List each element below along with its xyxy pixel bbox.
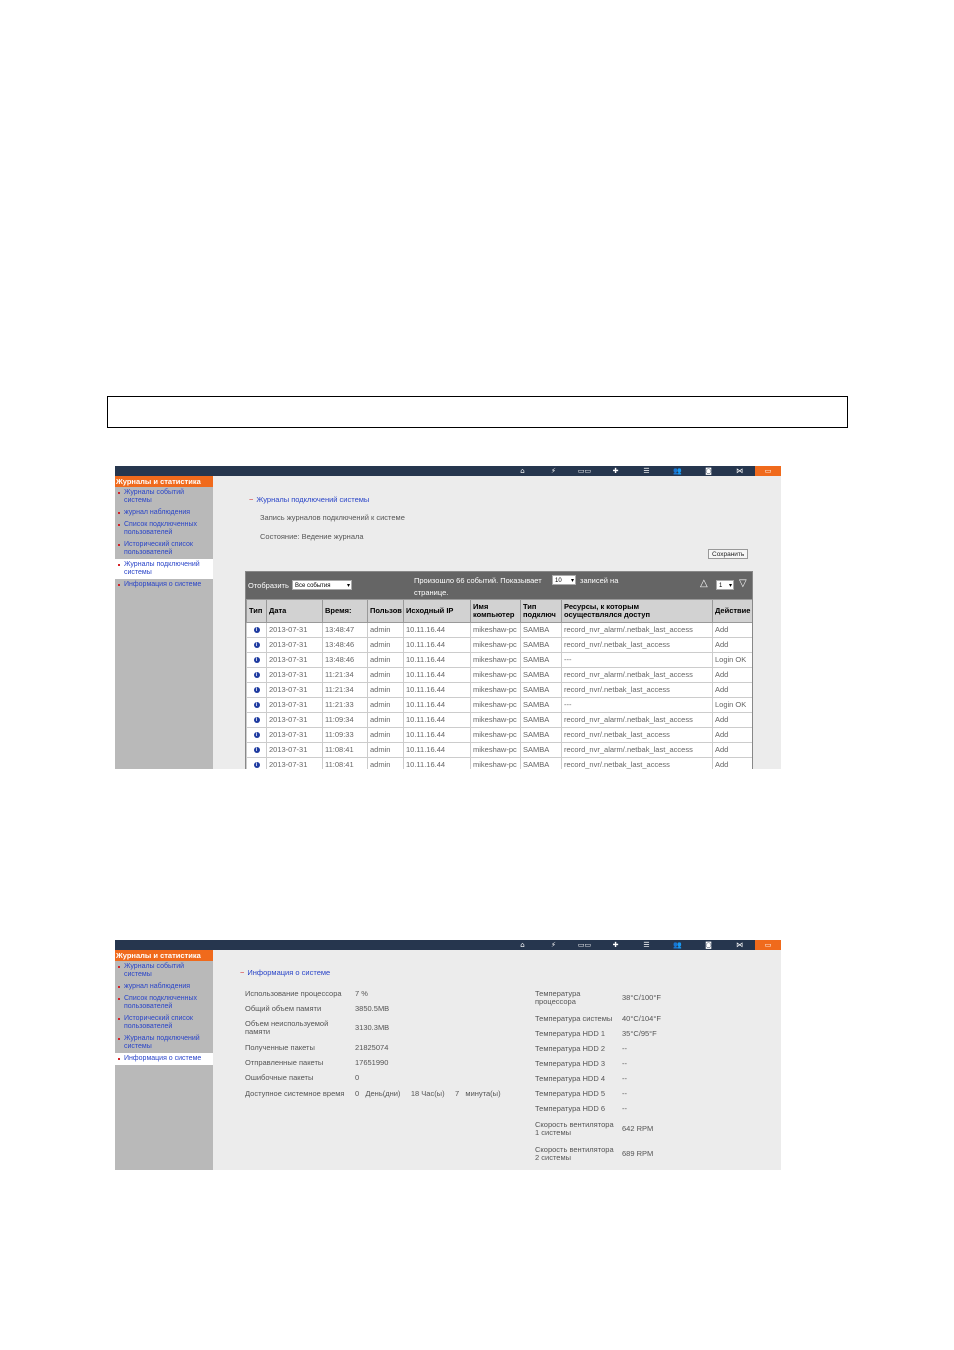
table-cell: 10.11.16.44 xyxy=(404,623,471,638)
info-value: 17651990 xyxy=(355,1058,389,1067)
table-cell: Add xyxy=(713,668,753,683)
table-cell: 2013-07-31 xyxy=(267,623,323,638)
table-cell: record_nvr/.netbak_last_access xyxy=(562,758,713,770)
record-text: Запись журналов подключений к системе xyxy=(260,513,405,522)
type-cell xyxy=(247,623,267,638)
column-header[interactable]: Тип подключ xyxy=(521,600,562,623)
sidebar-title: Журналы и статистика xyxy=(115,950,213,961)
info-value: 642 RPM xyxy=(622,1124,654,1133)
table-cell: 13:48:46 xyxy=(323,638,368,653)
table-row xyxy=(247,638,753,653)
per-page-select[interactable]: 10 ▾ xyxy=(552,575,576,585)
info-icon: i xyxy=(254,732,260,738)
table-cell: SAMBA xyxy=(521,623,562,638)
mail-icon[interactable]: ⋈ xyxy=(736,467,743,475)
table-cell: 2013-07-31 xyxy=(267,638,323,653)
info-icon: i xyxy=(254,762,260,768)
type-cell xyxy=(247,743,267,758)
storage-icon[interactable]: ▭▭ xyxy=(577,467,592,475)
table-cell: 11:09:34 xyxy=(323,713,368,728)
sidebar-item-online-users[interactable]: Список подключенных пользователей xyxy=(115,519,213,539)
table-cell: SAMBA xyxy=(521,743,562,758)
table-cell: admin xyxy=(368,623,404,638)
notes-icon[interactable]: ▭ xyxy=(755,466,781,476)
table-cell: 11:21:33 xyxy=(323,698,368,713)
info-label: Отправленные пакеты xyxy=(245,1058,324,1067)
info-icon: i xyxy=(254,672,260,678)
top-navbar xyxy=(115,940,781,950)
type-cell xyxy=(247,638,267,653)
page-up-icon[interactable]: △ xyxy=(700,578,708,589)
network-icon[interactable]: ⚡ xyxy=(551,941,556,949)
sidebar-item-surveillance-log[interactable]: журнал наблюдения xyxy=(115,981,213,993)
info-value: -- xyxy=(622,1074,627,1083)
table-cell: record_nvr/.netbak_last_access xyxy=(562,683,713,698)
table-cell: 10.11.16.44 xyxy=(404,698,471,713)
table-cell: Add xyxy=(713,623,753,638)
table-toolbar xyxy=(246,572,752,599)
column-header[interactable]: Действие xyxy=(713,600,753,623)
table-cell: 10.11.16.44 xyxy=(404,668,471,683)
table-cell: mikeshaw-pc xyxy=(471,623,521,638)
home-icon[interactable]: ⌂ xyxy=(520,941,525,949)
mail-icon[interactable]: ⋈ xyxy=(736,941,743,949)
sidebar-item-online-users[interactable]: Список подключенных пользователей xyxy=(115,993,213,1013)
sidebar-item-system-info[interactable]: Информация о системе xyxy=(115,1053,213,1065)
table-cell: admin xyxy=(368,683,404,698)
home-icon[interactable]: ⌂ xyxy=(520,467,525,475)
info-value: -- xyxy=(622,1104,627,1113)
table-cell: record_nvr_alarm/.netbak_last_access xyxy=(562,713,713,728)
table-cell: mikeshaw-pc xyxy=(471,728,521,743)
column-header[interactable]: Тип xyxy=(247,600,267,623)
info-label: Общий объем памяти xyxy=(245,1004,322,1013)
per-page-suffix: записей на xyxy=(580,576,619,585)
users-icon[interactable]: 👥 xyxy=(673,467,682,475)
table-cell: 10.11.16.44 xyxy=(404,743,471,758)
table-row xyxy=(247,743,753,758)
table-cell: 11:21:34 xyxy=(323,668,368,683)
section-title: − Журналы подключений системы xyxy=(249,495,370,504)
sidebar-item-event-logs[interactable]: Журналы событий системы xyxy=(115,961,213,981)
info-label: Температура HDD 1 xyxy=(535,1029,606,1038)
main-content xyxy=(213,476,781,769)
table-cell: 10.11.16.44 xyxy=(404,758,471,770)
table-cell: SAMBA xyxy=(521,668,562,683)
settings-icon[interactable]: ✚ xyxy=(612,941,619,949)
empty-caption-box xyxy=(107,396,848,428)
table-cell: admin xyxy=(368,713,404,728)
info-label: Температура HDD 4 xyxy=(535,1074,606,1083)
table-cell: admin xyxy=(368,653,404,668)
table-cell: 2013-07-31 xyxy=(267,743,323,758)
camera-icon[interactable]: ◙ xyxy=(705,941,712,949)
show-label: Отобразить xyxy=(248,581,289,590)
type-cell xyxy=(247,683,267,698)
table-row xyxy=(247,698,753,713)
table-cell: 2013-07-31 xyxy=(267,758,323,770)
info-value: -- xyxy=(622,1059,627,1068)
table-cell: admin xyxy=(368,638,404,653)
info-label: Скорость вентилятора 2 системы xyxy=(535,1145,614,1162)
table-cell: record_nvr_alarm/.netbak_last_access xyxy=(562,623,713,638)
table-cell: SAMBA xyxy=(521,713,562,728)
info-icon: i xyxy=(254,702,260,708)
table-cell: Add xyxy=(713,638,753,653)
table-row xyxy=(247,713,753,728)
table-cell: 13:48:46 xyxy=(323,653,368,668)
column-header[interactable]: Имя компьютер xyxy=(471,600,521,623)
table-cell: SAMBA xyxy=(521,683,562,698)
table-cell: mikeshaw-pc xyxy=(471,758,521,770)
info-icon: i xyxy=(254,687,260,693)
info-label: Ошибочные пакеты xyxy=(245,1073,314,1082)
logs-table xyxy=(246,599,753,769)
table-cell: Add xyxy=(713,713,753,728)
table-cell: mikeshaw-pc xyxy=(471,668,521,683)
table-row xyxy=(247,668,753,683)
info-icon: i xyxy=(254,717,260,723)
section-title: − Информация о системе xyxy=(240,968,331,977)
table-cell: 10.11.16.44 xyxy=(404,728,471,743)
info-value: 40°C/104°F xyxy=(622,1014,661,1023)
event-filter-select[interactable]: Все события ▾ xyxy=(292,580,352,590)
column-header[interactable]: Ресурсы, к которым осуществлялся доступ xyxy=(562,600,713,623)
table-cell: mikeshaw-pc xyxy=(471,653,521,668)
table-cell: 2013-07-31 xyxy=(267,668,323,683)
column-header[interactable]: Дата xyxy=(267,600,323,623)
sidebar-item-user-history[interactable]: Исторический список пользователей xyxy=(115,539,213,559)
table-cell: record_nvr/.netbak_last_access xyxy=(562,728,713,743)
info-label: Температура HDD 3 xyxy=(535,1059,606,1068)
info-value: 35°C/95°F xyxy=(622,1029,657,1038)
table-row xyxy=(247,758,753,770)
type-cell xyxy=(247,713,267,728)
info-label: Температура HDD 2 xyxy=(535,1044,606,1053)
sidebar-item-event-logs[interactable]: Журналы событий системы xyxy=(115,487,213,507)
column-header[interactable]: Время: xyxy=(323,600,368,623)
info-label: Температура процессора xyxy=(535,989,581,1006)
network-icon[interactable]: ⚡ xyxy=(551,467,556,475)
table-cell: mikeshaw-pc xyxy=(471,638,521,653)
info-value: -- xyxy=(622,1044,627,1053)
info-icon: i xyxy=(254,627,260,633)
table-cell: --- xyxy=(562,698,713,713)
panel-icon[interactable]: ☰ xyxy=(643,467,650,475)
logs-screenshot xyxy=(115,466,781,769)
type-cell xyxy=(247,728,267,743)
table-cell: record_nvr_alarm/.netbak_last_access xyxy=(562,668,713,683)
info-value: 689 RPM xyxy=(622,1149,654,1158)
sidebar-item-system-info[interactable]: Информация о системе xyxy=(115,579,213,591)
type-cell xyxy=(247,698,267,713)
table-cell: admin xyxy=(368,743,404,758)
info-label: Доступное системное время xyxy=(245,1089,345,1098)
info-label: Скорость вентилятора 1 системы xyxy=(535,1120,614,1137)
table-cell: Add xyxy=(713,758,753,770)
table-cell: mikeshaw-pc xyxy=(471,713,521,728)
info-label: Объем неиспользуемой памяти xyxy=(245,1019,329,1036)
table-cell: 13:48:47 xyxy=(323,623,368,638)
save-button[interactable]: Сохранить xyxy=(708,549,748,559)
table-header-row xyxy=(247,600,753,623)
sidebar-item-surveillance-log[interactable]: журнал наблюдения xyxy=(115,507,213,519)
events-summary: Произошло 66 событий. Показывает xyxy=(414,576,542,585)
info-value: 38°C/100°F xyxy=(622,993,661,1002)
info-icon: i xyxy=(254,657,260,663)
main-content xyxy=(213,950,781,1170)
table-cell: SAMBA xyxy=(521,758,562,770)
table-cell: Add xyxy=(713,728,753,743)
camera-icon[interactable]: ◙ xyxy=(705,467,712,475)
table-cell: --- xyxy=(562,653,713,668)
info-value: 3850.5MB xyxy=(355,1004,390,1013)
storage-icon[interactable]: ▭▭ xyxy=(577,941,592,949)
table-cell: admin xyxy=(368,668,404,683)
table-row xyxy=(247,653,753,668)
top-navbar xyxy=(115,466,781,476)
table-cell: 11:09:33 xyxy=(323,728,368,743)
table-cell: admin xyxy=(368,698,404,713)
info-icon: i xyxy=(254,747,260,753)
table-cell: admin xyxy=(368,758,404,770)
page-select[interactable]: 1 ▾ xyxy=(716,580,734,590)
sidebar-item-connection-logs[interactable]: Журналы подключений системы xyxy=(115,1033,213,1053)
table-row xyxy=(247,728,753,743)
table-cell: 2013-07-31 xyxy=(267,683,323,698)
info-label: Полученные пакеты xyxy=(245,1043,315,1052)
table-cell: SAMBA xyxy=(521,638,562,653)
table-cell: 2013-07-31 xyxy=(267,698,323,713)
page-down-icon[interactable]: ▽ xyxy=(739,578,747,589)
info-value: -- xyxy=(622,1089,627,1098)
status-text: Состояние: Ведение журнала xyxy=(260,532,364,541)
per-page-suffix-2: странице. xyxy=(414,588,449,597)
table-cell: 10.11.16.44 xyxy=(404,638,471,653)
sidebar-item-connection-logs[interactable]: Журналы подключений системы xyxy=(115,559,213,579)
panel-icon[interactable]: ☰ xyxy=(643,941,650,949)
table-cell: SAMBA xyxy=(521,728,562,743)
info-label: Использование процессора xyxy=(245,989,342,998)
notes-icon[interactable]: ▭ xyxy=(755,940,781,950)
table-row xyxy=(247,623,753,638)
info-value: 21825074 xyxy=(355,1043,389,1052)
table-cell: mikeshaw-pc xyxy=(471,743,521,758)
table-cell: mikeshaw-pc xyxy=(471,683,521,698)
type-cell xyxy=(247,758,267,770)
info-value: 3130.3MB xyxy=(355,1023,390,1032)
table-row xyxy=(247,683,753,698)
table-cell: 11:08:41 xyxy=(323,758,368,770)
logs-table-panel xyxy=(245,571,753,769)
table-cell: 2013-07-31 xyxy=(267,728,323,743)
sidebar-title: Журналы и статистика xyxy=(115,476,213,487)
info-value: 0 xyxy=(355,1073,360,1082)
system-info-screenshot xyxy=(115,940,781,1170)
table-cell: Login OK xyxy=(713,653,753,668)
sidebar xyxy=(115,476,213,769)
settings-icon[interactable]: ✚ xyxy=(612,467,619,475)
sidebar-item-user-history[interactable]: Исторический список пользователей xyxy=(115,1013,213,1033)
table-cell: 11:21:34 xyxy=(323,683,368,698)
table-cell: admin xyxy=(368,728,404,743)
table-cell: record_nvr/.netbak_last_access xyxy=(562,638,713,653)
table-cell: 2013-07-31 xyxy=(267,713,323,728)
info-icon: i xyxy=(254,642,260,648)
table-cell: 2013-07-31 xyxy=(267,653,323,668)
table-cell: record_nvr_alarm/.netbak_last_access xyxy=(562,743,713,758)
info-label: Температура HDD 5 xyxy=(535,1089,606,1098)
table-cell: Add xyxy=(713,683,753,698)
table-cell: 10.11.16.44 xyxy=(404,713,471,728)
column-header[interactable]: Пользов xyxy=(368,600,404,623)
info-label: Температура системы xyxy=(535,1014,613,1023)
type-cell xyxy=(247,668,267,683)
table-cell: 11:08:41 xyxy=(323,743,368,758)
table-cell: SAMBA xyxy=(521,653,562,668)
info-value: 0 День(дни) 18 Час(ы) 7 минута(ы) xyxy=(355,1089,501,1098)
table-cell: SAMBA xyxy=(521,698,562,713)
users-icon[interactable]: 👥 xyxy=(673,941,682,949)
sidebar xyxy=(115,950,213,1170)
info-label: Температура HDD 6 xyxy=(535,1104,606,1113)
table-cell: mikeshaw-pc xyxy=(471,698,521,713)
type-cell xyxy=(247,653,267,668)
table-cell: Login OK xyxy=(713,698,753,713)
table-cell: 10.11.16.44 xyxy=(404,653,471,668)
column-header[interactable]: Исходный IP xyxy=(404,600,471,623)
table-cell: 10.11.16.44 xyxy=(404,683,471,698)
table-cell: Add xyxy=(713,743,753,758)
info-value: 7 % xyxy=(355,989,368,998)
